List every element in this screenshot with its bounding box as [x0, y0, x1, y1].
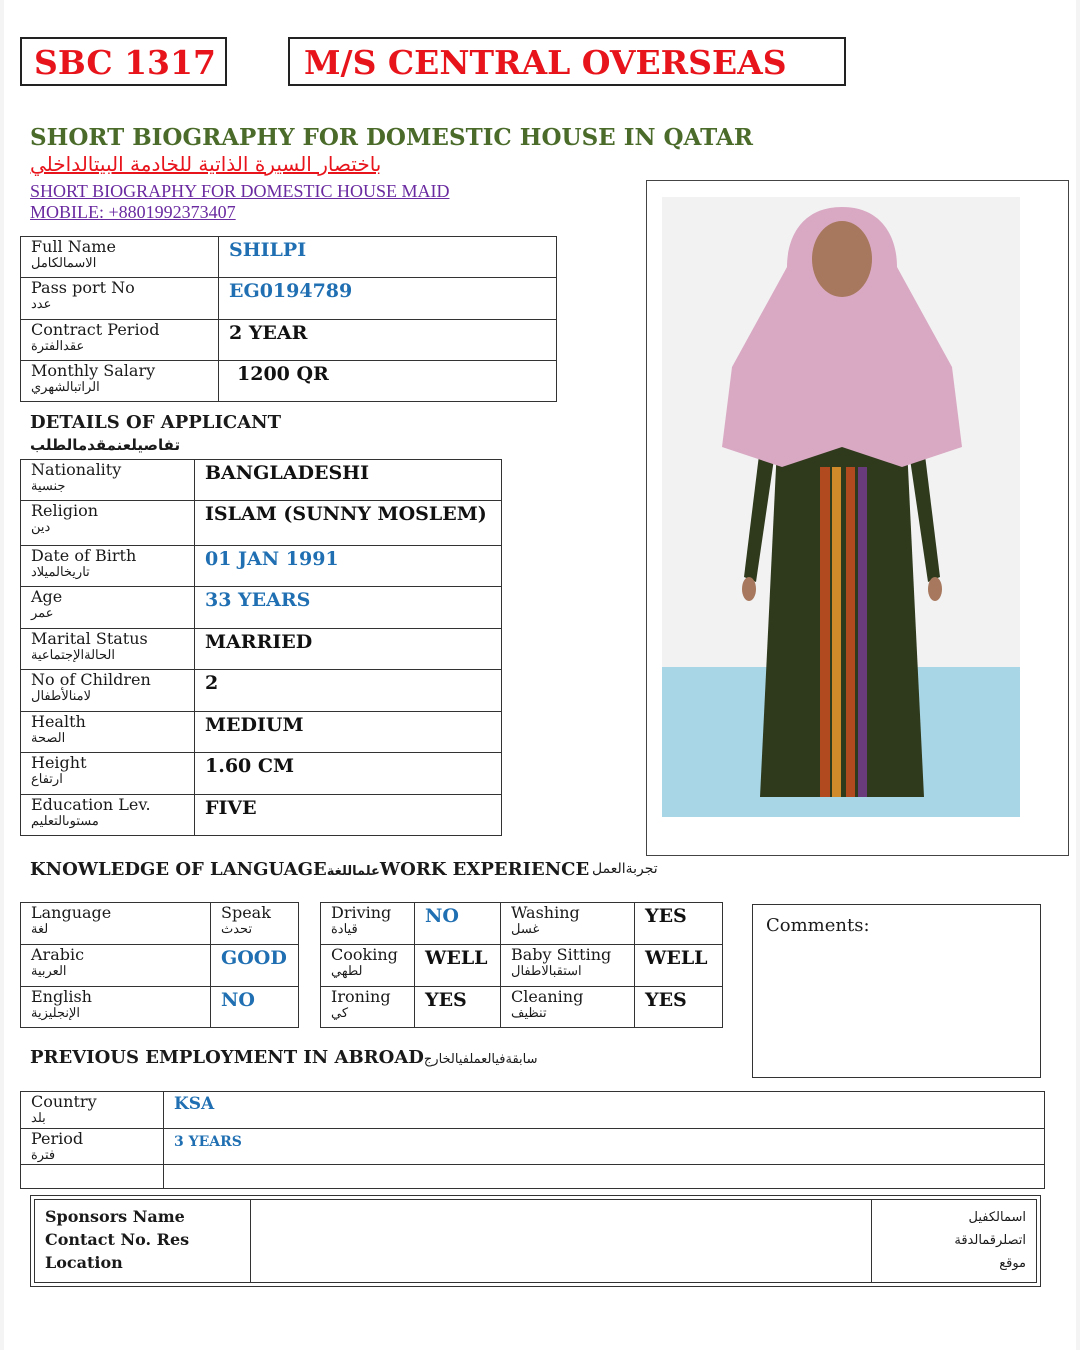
details-title: DETAILS OF APPLICANT	[30, 412, 282, 433]
passport-value: EG0194789	[229, 280, 353, 302]
period-value: 3 YEARS	[174, 1134, 242, 1150]
language-header: Language	[31, 903, 112, 922]
cooking-label: Cooking	[331, 945, 398, 964]
previous-heading	[30, 1047, 538, 1068]
table-row	[21, 1129, 1045, 1165]
agency-name: M/S CENTRAL OVERSEAS	[304, 43, 787, 82]
marital-status-label: Marital Status	[31, 629, 148, 648]
previous-table	[20, 1091, 1045, 1189]
sbc-code: SBC 1317	[34, 43, 216, 82]
location-label-ar: موقع	[999, 1256, 1026, 1271]
main-title: SHORT BIOGRAPHY FOR DOMESTIC HOUSE IN QATAR	[30, 124, 753, 151]
table-row	[21, 237, 557, 278]
table-row	[21, 753, 502, 795]
sponsor-name-label: Sponsors Name	[45, 1207, 185, 1226]
cleaning-label: Cleaning	[511, 987, 584, 1006]
english-label: English	[31, 987, 92, 1006]
education-label: Education Lev.	[31, 795, 151, 814]
passport-label: Pass port No	[31, 278, 135, 297]
dob-label: Date of Birth	[31, 546, 137, 565]
document-page	[4, 0, 1076, 1350]
english-label-ar: الإنجليزية	[31, 1006, 81, 1021]
religion-label: Religion	[31, 501, 99, 520]
agency-box	[288, 37, 846, 86]
marital-status-label-ar: الحالةالإجتماعية	[31, 648, 115, 663]
contract-period-value: 2 YEAR	[229, 322, 308, 344]
language-table	[20, 902, 299, 1028]
sponsor-box	[30, 1195, 1041, 1287]
monthly-salary-label: Monthly Salary	[31, 361, 156, 380]
comments-label: Comments:	[766, 915, 870, 936]
table-row	[21, 1165, 1045, 1189]
cleaning-value: YES	[645, 989, 687, 1011]
knowledge-heading	[30, 859, 589, 880]
education-label-ar: مستوىالتعليم	[31, 814, 99, 829]
work-title: WORK EXPERIENCE	[379, 859, 590, 880]
mobile-number: MOBILE: +8801992373407	[30, 202, 236, 222]
arabic-label-ar: العربية	[31, 964, 67, 979]
height-label-ar: ارتفاع	[31, 772, 63, 787]
baby-sitting-label: Baby Sitting	[511, 945, 612, 964]
cooking-label-ar: لطهي	[331, 964, 363, 979]
table-row	[21, 987, 299, 1028]
knowledge-title: KNOWLEDGE OF LANGUAGE	[30, 859, 327, 880]
ironing-value: YES	[425, 989, 467, 1011]
children-label: No of Children	[31, 670, 151, 689]
cleaning-label-ar: تنظيف	[511, 1006, 547, 1021]
table-row	[21, 629, 502, 670]
table-row	[21, 945, 299, 987]
dob-label-ar: تاريخالميلاد	[31, 565, 90, 580]
table-row	[21, 278, 557, 320]
full-name-label: Full Name	[31, 237, 116, 256]
skills-table	[320, 902, 723, 1028]
table-row	[21, 501, 502, 546]
country-label-ar: بلد	[31, 1111, 46, 1126]
washing-value: YES	[645, 905, 687, 927]
sponsor-name-label-ar: اسمالكفيل	[968, 1210, 1026, 1225]
height-value: 1.60 CM	[205, 755, 295, 777]
country-label: Country	[31, 1092, 97, 1111]
marital-status-value: MARRIED	[205, 631, 313, 653]
table-row	[21, 546, 502, 587]
driving-label: Driving	[331, 903, 392, 922]
details-title-ar: تفاصيلعنمقدمالطلب	[30, 436, 181, 454]
children-value: 2	[205, 672, 219, 694]
table-row	[21, 460, 502, 501]
contact-no-label-ar: اتصلرقمالدقة	[954, 1233, 1026, 1248]
baby-sitting-value: WELL	[645, 947, 708, 969]
table-row	[21, 361, 557, 402]
location-label: Location	[45, 1253, 123, 1272]
health-label: Health	[31, 712, 86, 731]
sponsor-divider-right	[871, 1200, 872, 1282]
country-value: KSA	[174, 1094, 215, 1114]
religion-label-ar: دين	[31, 520, 51, 535]
applicant-photo	[662, 197, 1020, 817]
passport-label-ar: عدد	[31, 297, 52, 312]
table-row	[21, 903, 299, 945]
sponsor-divider-left	[250, 1200, 251, 1282]
english-value: NO	[221, 989, 255, 1011]
photo-frame	[646, 180, 1069, 856]
contract-period-label-ar: عقدالفترة	[31, 339, 85, 354]
table-row	[21, 587, 502, 629]
table-row	[321, 903, 723, 945]
ironing-label-ar: كي	[331, 1006, 349, 1021]
driving-value: NO	[425, 905, 459, 927]
arabic-label: Arabic	[31, 945, 85, 964]
children-label-ar: لامنالأطفال	[31, 689, 92, 704]
sponsor-labels-ar	[954, 1206, 1026, 1275]
monthly-salary-value: 1200 QR	[237, 363, 329, 385]
table-row	[21, 712, 502, 753]
comments-box	[752, 904, 1041, 1078]
table-row	[21, 795, 502, 836]
washing-label: Washing	[511, 903, 580, 922]
contact-no-label: Contact No. Res	[45, 1230, 190, 1249]
religion-value: ISLAM (SUNNY MOSLEM)	[205, 503, 487, 525]
arabic-title: باختصار السيرة الذاتية للخادمة البيتالداخلي	[30, 152, 382, 176]
previous-title: PREVIOUS EMPLOYMENT IN ABROAD	[30, 1047, 424, 1068]
driving-label-ar: قيادة	[331, 922, 358, 937]
washing-label-ar: غسل	[511, 922, 540, 937]
cooking-value: WELL	[425, 947, 488, 969]
full-name-label-ar: الاسمالكامل	[31, 256, 97, 271]
basic-info-table	[20, 236, 557, 402]
arabic-value: GOOD	[221, 947, 287, 969]
table-row	[321, 945, 723, 987]
ironing-label: Ironing	[331, 987, 391, 1006]
table-row	[21, 1092, 1045, 1129]
language-header-ar: لغة	[31, 922, 49, 937]
nationality-label: Nationality	[31, 460, 122, 479]
height-label: Height	[31, 753, 87, 772]
health-label-ar: الصحة	[31, 731, 66, 746]
details-table	[20, 459, 502, 836]
previous-title-ar: سابقةفيالعملفيالخارج	[423, 1052, 538, 1067]
speak-header-ar: تحدث	[221, 922, 253, 937]
table-row	[21, 670, 502, 712]
sponsor-inner	[34, 1199, 1037, 1283]
sponsor-labels	[45, 1205, 189, 1274]
contract-period-label: Contract Period	[31, 320, 160, 339]
period-label: Period	[31, 1129, 84, 1148]
table-row	[21, 320, 557, 361]
nationality-value: BANGLADESHI	[205, 462, 370, 484]
period-label-ar: فترة	[31, 1148, 56, 1163]
nationality-label-ar: جنسية	[31, 479, 66, 494]
age-label: Age	[31, 587, 63, 606]
sub-title: SHORT BIOGRAPHY FOR DOMESTIC HOUSE MAID	[30, 181, 450, 201]
speak-header: Speak	[221, 903, 271, 922]
work-title-ar: تجربةالعمل	[592, 861, 658, 877]
age-label-ar: عمر	[31, 606, 54, 621]
knowledge-title-ar: علماللغة	[326, 864, 380, 879]
table-row	[321, 987, 723, 1028]
age-value: 33 YEARS	[205, 589, 311, 611]
dob-value: 01 JAN 1991	[205, 548, 339, 570]
education-value: FIVE	[205, 797, 257, 819]
full-name-value: SHILPI	[229, 239, 307, 261]
code-box	[20, 37, 227, 86]
health-value: MEDIUM	[205, 714, 304, 736]
baby-sitting-label-ar: استقبالاطفال	[511, 964, 582, 979]
monthly-salary-label-ar: الراتبالشهري	[31, 380, 100, 395]
